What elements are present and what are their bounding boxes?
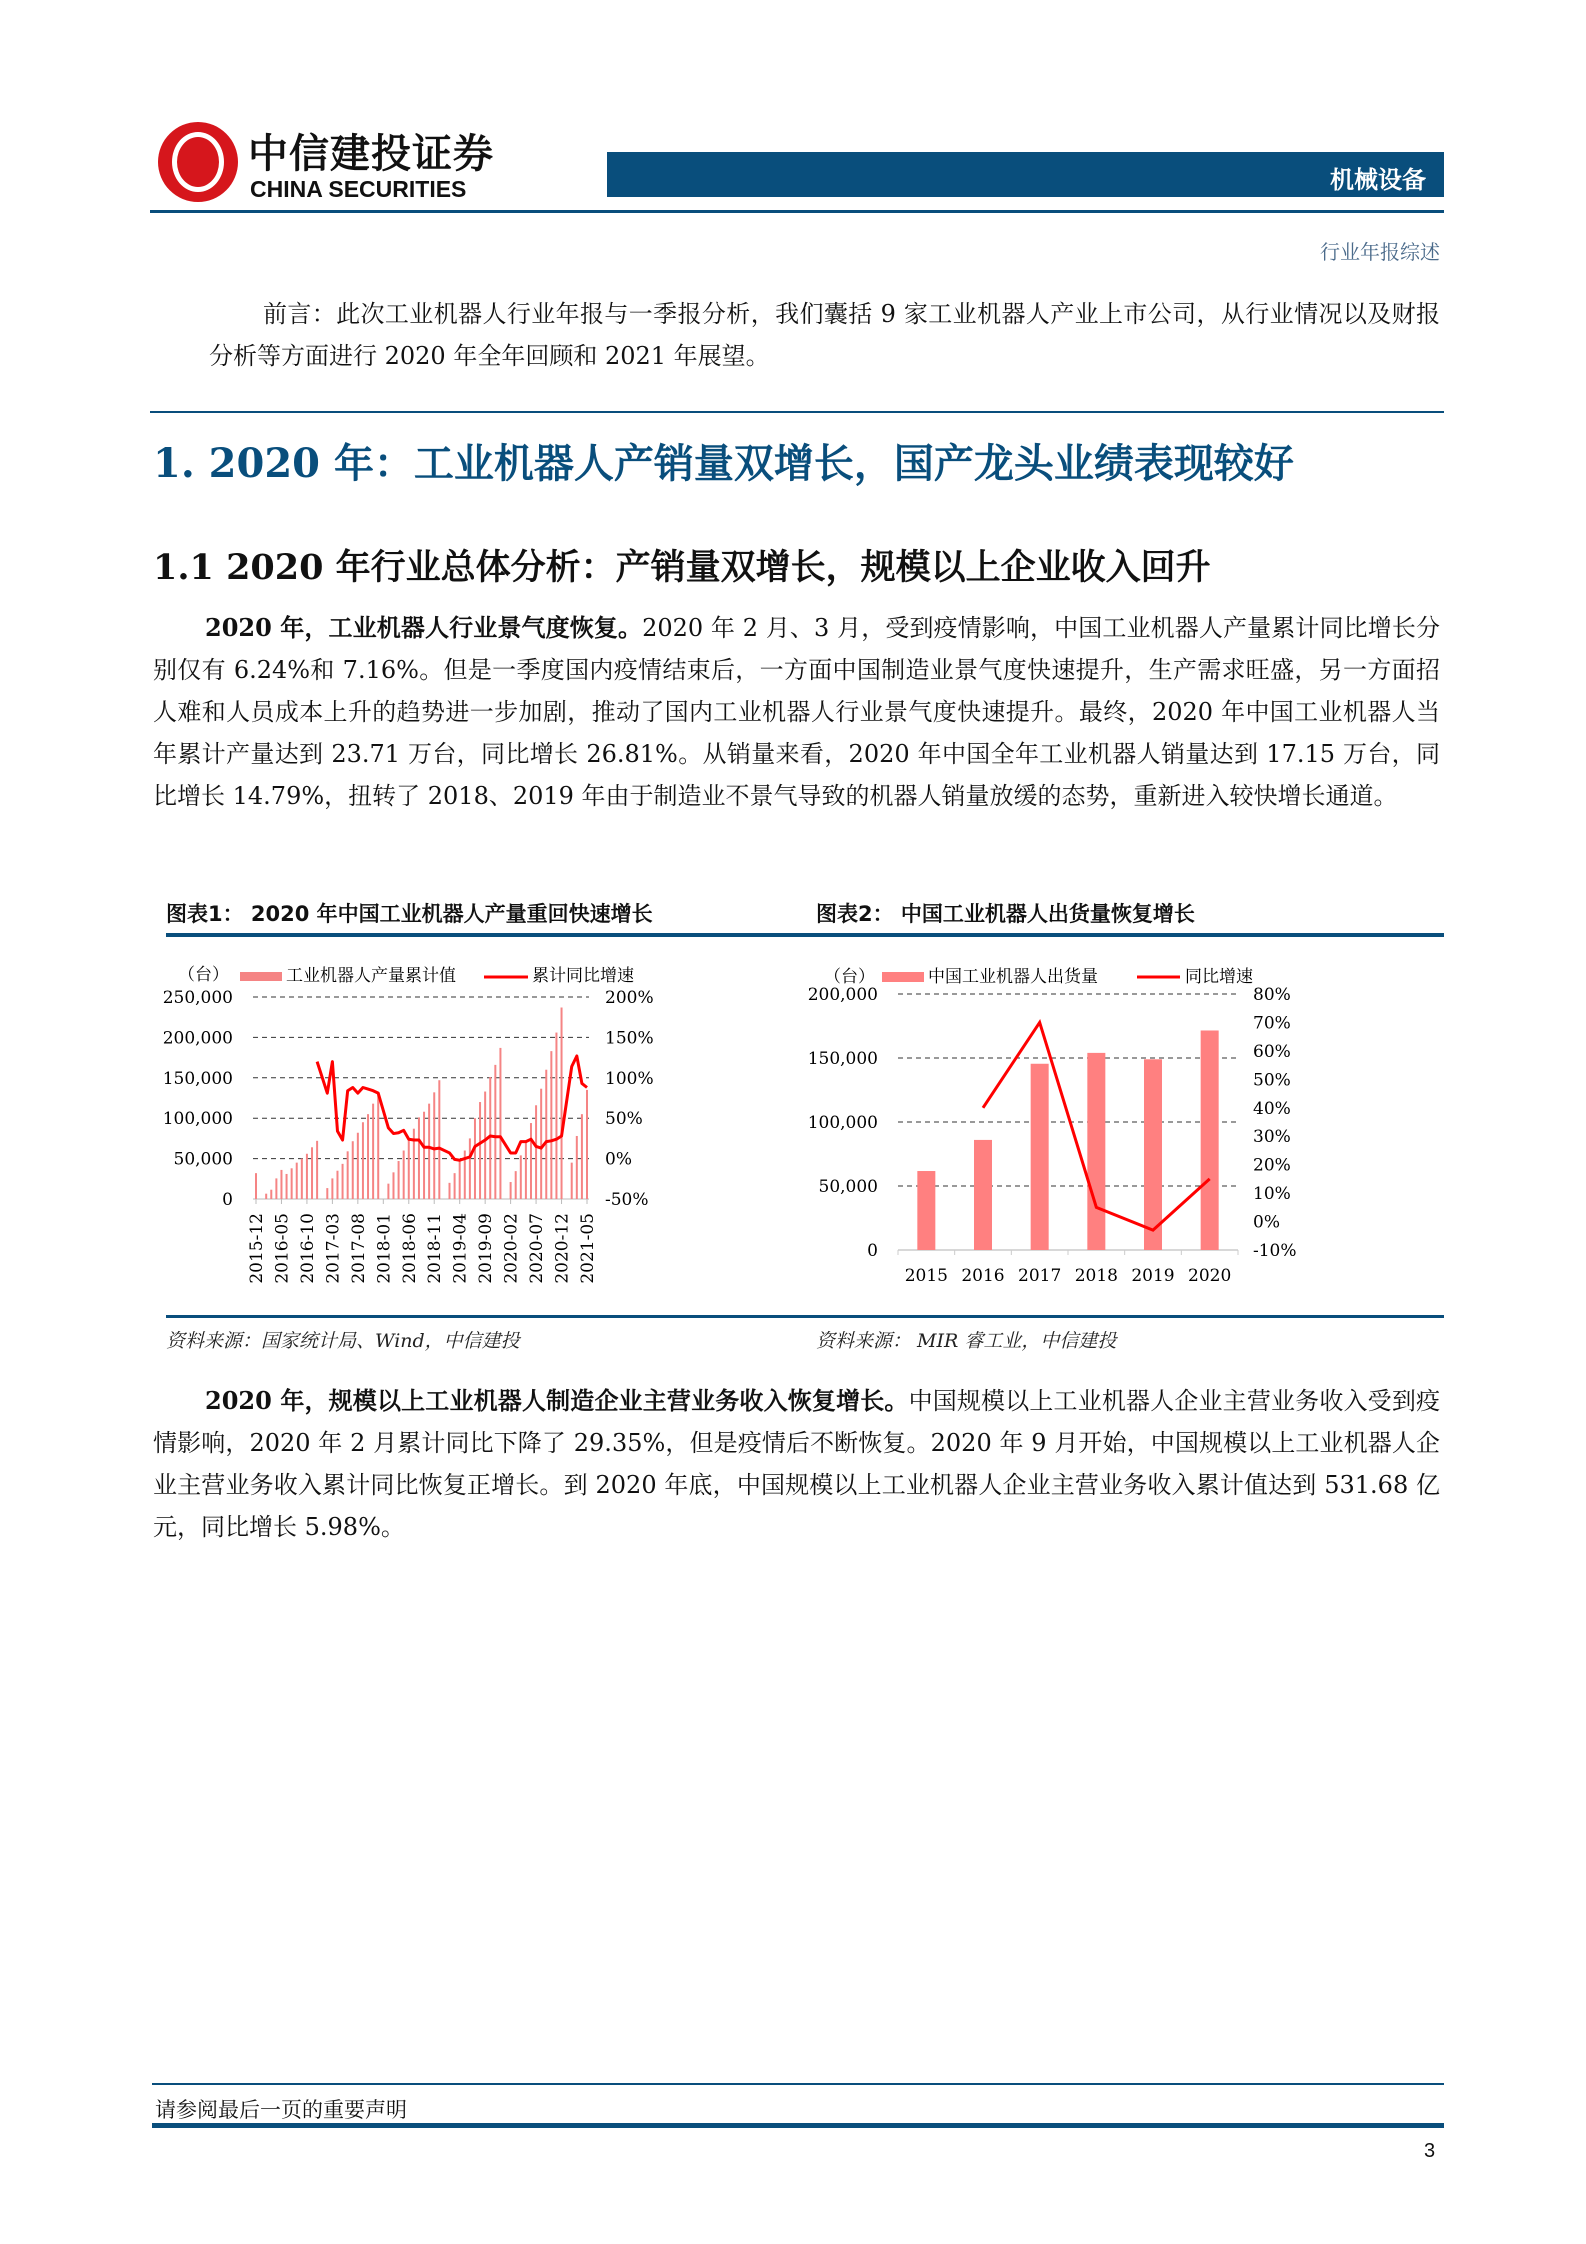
y2-tick-label: 150% — [605, 1028, 654, 1049]
x-tick-label: 2020-07 — [527, 1213, 548, 1284]
bar — [974, 1140, 992, 1250]
x-tick-label: 2017 — [1018, 1266, 1062, 1286]
y2-tick-label: -50% — [605, 1190, 649, 1210]
bar — [372, 1104, 374, 1199]
bar — [454, 1173, 456, 1199]
body-paragraph-1 — [153, 607, 1440, 817]
sector-banner — [607, 152, 1444, 197]
bar — [438, 1080, 440, 1199]
bar — [469, 1138, 471, 1199]
header-divider — [150, 210, 1444, 213]
bar — [494, 1065, 496, 1199]
y2-tick-label: 60% — [1253, 1041, 1291, 1062]
x-tick-label: 2019-09 — [476, 1213, 497, 1284]
bar — [510, 1182, 512, 1199]
x-tick-label: 2015-12 — [247, 1213, 267, 1284]
bar — [433, 1092, 435, 1199]
y-tick-label: 50,000 — [173, 1149, 233, 1170]
bar — [326, 1188, 328, 1199]
sector-label: 机械设备 — [1330, 166, 1426, 194]
y2-tick-label: 50% — [1253, 1070, 1291, 1091]
y-tick-label: 0 — [222, 1190, 233, 1210]
y2-tick-label: 80% — [1253, 985, 1291, 1005]
x-tick-label: 2018-11 — [425, 1213, 446, 1284]
y2-tick-label: 100% — [605, 1068, 654, 1089]
legend-bar-swatch — [882, 972, 924, 982]
logo-emblem-icon — [158, 122, 238, 202]
y2-tick-label: -10% — [1253, 1241, 1297, 1261]
y2-tick-label: 10% — [1253, 1184, 1291, 1205]
bar — [449, 1183, 451, 1199]
bar — [331, 1178, 333, 1199]
y2-tick-label: 70% — [1253, 1013, 1291, 1034]
bar — [545, 1070, 547, 1199]
legend-label: 同比增速 — [1185, 967, 1253, 987]
bar — [479, 1102, 481, 1199]
y2-tick-label: 200% — [605, 988, 654, 1008]
bar — [1201, 1030, 1219, 1250]
x-tick-label: 2017-08 — [348, 1213, 369, 1284]
bar — [403, 1151, 405, 1199]
chart2-shipments — [807, 950, 1446, 1310]
logo-en: CHINA SECURITIES — [250, 176, 467, 202]
subsection-heading: 1.1 2020 年行业总体分析：产销量双增长，规模以上企业收入回升 — [153, 547, 1211, 588]
logo-cn: 中信建投证券 — [248, 131, 494, 177]
y-tick-label: 200,000 — [162, 1028, 233, 1049]
chart2-title: 图表2： 中国工业机器人出货量恢复增长 — [816, 902, 1195, 926]
y2-tick-label: 0% — [605, 1149, 632, 1170]
bar — [342, 1164, 344, 1199]
bar — [917, 1171, 935, 1250]
bar — [520, 1155, 522, 1199]
bar — [1144, 1059, 1162, 1250]
bar — [296, 1163, 298, 1199]
bar — [367, 1114, 369, 1199]
x-tick-label: 2018-01 — [374, 1213, 395, 1284]
bar — [423, 1112, 425, 1199]
x-tick-label: 2020-02 — [501, 1213, 522, 1284]
x-tick-label: 2016-05 — [272, 1213, 293, 1284]
unit-label: （台） — [178, 965, 229, 985]
chart1-production — [162, 950, 766, 1310]
x-tick-label: 2020 — [1188, 1266, 1232, 1286]
bar — [555, 1033, 557, 1199]
bar — [306, 1154, 308, 1199]
china-securities-logo — [158, 120, 498, 208]
chart1-source: 资料来源：国家统计局、Wind，中信建投 — [166, 1330, 520, 1352]
bar — [581, 1114, 583, 1199]
unit-label: （台） — [824, 967, 875, 987]
y-tick-label: 150,000 — [162, 1068, 233, 1089]
bar — [474, 1118, 476, 1199]
section-divider — [150, 411, 1444, 413]
chart-bottom-rule — [166, 1315, 1444, 1318]
page-number: 3 — [1424, 2140, 1436, 2162]
legend-label: 累计同比增速 — [532, 966, 634, 986]
bar — [550, 1051, 552, 1199]
bar — [499, 1048, 501, 1199]
bar — [525, 1142, 527, 1199]
bar — [530, 1123, 532, 1199]
x-tick-label: 2018-06 — [399, 1213, 420, 1284]
y2-tick-label: 0% — [1253, 1212, 1280, 1233]
paragraph-body: 中国规模以上工业机器人企业主营业务收入受到疫情影响，2020 年 2 月累计同比下降了 29.35%，但是疫情后不断恢复。2020 年 9 月开始，中国规模以上工业机器人企业主营业务收入累计同比恢复正增长。到 2020 年底，中国规模以上工业机器人企业主营业务收入累计值达到 531.68 亿元，同比增长 5.98%。 — [153, 1387, 1440, 1541]
bar — [459, 1160, 461, 1199]
bar — [265, 1194, 267, 1199]
y-tick-label: 150,000 — [807, 1049, 878, 1069]
legend-bar-swatch — [240, 972, 282, 981]
x-tick-label: 2019 — [1131, 1266, 1175, 1286]
disclaimer-note[interactable]: 请参阅最后一页的重要声明 — [155, 2098, 407, 2122]
bar — [586, 1090, 588, 1199]
bar — [336, 1171, 338, 1199]
x-tick-label: 2019-04 — [450, 1213, 471, 1284]
paragraph-body: 2020 年 2 月、3 月，受到疫情影响，中国工业机器人产量累计同比增长分别仅有 6.24%和 7.16%。但是一季度国内疫情结束后，一方面中国制造业景气度快速提升，生产需求旺盛，另一方面招人难和人员成本上升的趋势进一步加剧，推动了国内工业机器人行业景气度快速提升。最终，2020 年中国工业机器人当年累计产量达到 23.71 万台，同比增长 26.81%。从销量来看，2020 年中国全年工业机器人销量达到 17.15 万台，同比增长 14.79%，扭转了 2018、2019 年由于制造业不景气导致的机器人销量放缓的态势，重新进入较快增长通道。 — [153, 614, 1441, 810]
x-tick-label: 2018 — [1074, 1266, 1118, 1286]
paragraph-lead: 2020 年，工业机器人行业景气度恢复。 — [205, 613, 643, 642]
bar — [347, 1151, 349, 1199]
y-tick-label: 100,000 — [807, 1113, 878, 1133]
bar — [280, 1170, 282, 1199]
bar — [561, 1008, 563, 1199]
bar — [291, 1168, 293, 1199]
bar — [377, 1093, 379, 1199]
x-tick-label: 2015 — [904, 1266, 948, 1286]
chart1-title: 图表1： 2020 年中国工业机器人产量重回快速增长 — [166, 902, 653, 926]
bar — [286, 1174, 288, 1199]
bar — [275, 1178, 277, 1199]
y-tick-label: 100,000 — [162, 1109, 233, 1130]
y2-tick-label: 40% — [1253, 1098, 1291, 1119]
legend-label: 工业机器人产量累计值 — [286, 966, 456, 986]
chart2-source: 资料来源： MIR 睿工业，中信建投 — [816, 1330, 1117, 1352]
bar — [357, 1133, 359, 1199]
bar — [301, 1159, 303, 1199]
y-tick-label: 0 — [867, 1241, 878, 1261]
y-tick-label: 250,000 — [162, 988, 233, 1008]
y2-tick-label: 30% — [1253, 1127, 1291, 1148]
x-tick-label: 2020-12 — [552, 1213, 573, 1284]
y2-tick-label: 50% — [605, 1109, 643, 1130]
y-tick-label: 200,000 — [807, 985, 878, 1005]
bar — [408, 1140, 410, 1199]
x-tick-label: 2016 — [961, 1266, 1005, 1286]
bar — [515, 1171, 517, 1199]
bar — [270, 1190, 272, 1199]
bar — [571, 1163, 573, 1199]
bar — [576, 1136, 578, 1199]
paragraph-lead: 2020 年，规模以上工业机器人制造企业主营业务收入恢复增长。 — [205, 1386, 909, 1415]
intro-paragraph: 前言：此次工业机器人行业年报与一季报分析，我们囊括 9 家工业机器人产业上市公司，从行业情况以及财报分析等方面进行 2020 年全年回顾和 2021 年展望。 — [209, 300, 1440, 370]
footer-rule — [152, 2123, 1444, 2128]
bar — [362, 1122, 364, 1199]
x-tick-label: 2021-05 — [578, 1213, 598, 1284]
bar — [535, 1105, 537, 1199]
bar — [392, 1172, 394, 1199]
bar — [418, 1117, 420, 1199]
bar — [387, 1184, 389, 1199]
bar — [311, 1147, 313, 1199]
x-tick-label: 2016-10 — [297, 1213, 318, 1284]
legend-label: 中国工业机器人出货量 — [928, 967, 1098, 987]
bar — [540, 1089, 542, 1199]
bar — [1031, 1064, 1049, 1250]
y2-tick-label: 20% — [1253, 1155, 1291, 1176]
x-tick-label: 2017-03 — [323, 1213, 344, 1284]
bar — [1087, 1053, 1105, 1250]
body-paragraph-2 — [153, 1380, 1440, 1548]
chart-top-rule — [166, 933, 1444, 937]
y-tick-label: 50,000 — [818, 1177, 878, 1197]
bar — [352, 1141, 354, 1199]
section-heading: 1. 2020 年：工业机器人产销量双增长，国产龙头业绩表现较好 — [153, 440, 1294, 487]
bar — [316, 1141, 318, 1199]
report-type: 行业年报综述 — [1320, 240, 1440, 264]
footer-divider — [152, 2083, 1444, 2085]
bar — [398, 1161, 400, 1199]
bar — [255, 1173, 257, 1199]
bar — [428, 1104, 430, 1199]
bar — [484, 1092, 486, 1199]
